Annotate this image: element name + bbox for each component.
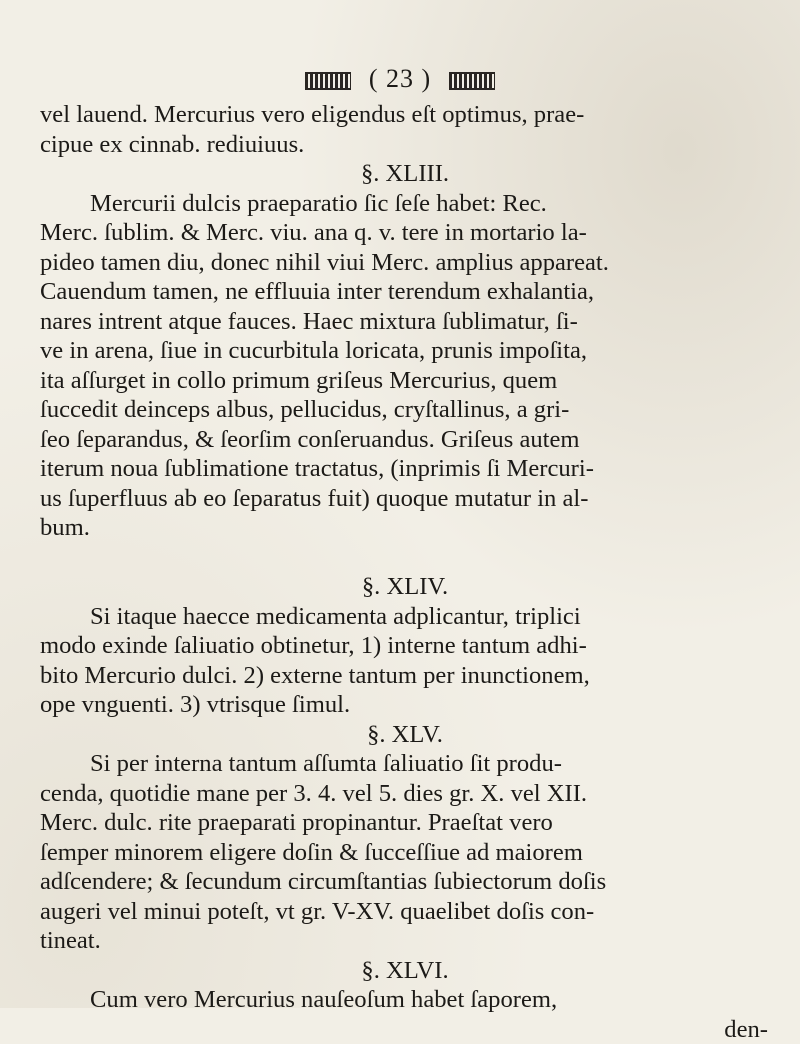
- text-line: [40, 543, 770, 573]
- catchword: den-: [40, 1015, 770, 1044]
- text-line: Si itaque haecce medicamenta adplicantur, triplici: [40, 602, 770, 632]
- text-line: Cauendum tamen, ne effluuia inter terendum exhalantia,: [40, 277, 770, 307]
- text-line: Merc. dulc. rite praeparati propinantur. Praeſtat vero: [40, 808, 770, 838]
- section-heading: §. XLVI.: [40, 956, 770, 986]
- text-line: cipue ex cinnab. rediuiuus.: [40, 130, 770, 160]
- text-line: pideo tamen diu, donec nihil viui Merc. amplius appareat.: [40, 248, 770, 278]
- text-line: bito Mercurio dulci. 2) externe tantum per inunctionem,: [40, 661, 770, 691]
- text-line: ope vnguenti. 3) vtrisque ſimul.: [40, 690, 770, 720]
- text-line: modo exinde ſaliuatio obtinetur, 1) interne tantum adhi-: [40, 631, 770, 661]
- page-number: ( 23 ): [369, 64, 431, 93]
- text-line: ve in arena, ſiue in cucurbitula loricata, prunis impoſita,: [40, 336, 770, 366]
- body-text: [40, 100, 770, 1044]
- text-line: us ſuperfluus ab eo ſeparatus fuit) quoque mutatur in al-: [40, 484, 770, 514]
- text-line: Si per interna tantum aſſumta ſaliuatio ſit produ-: [40, 749, 770, 779]
- text-line: iterum noua ſublimatione tractatus, (inprimis ſi Mercuri-: [40, 454, 770, 484]
- section-heading: §. XLIII.: [40, 159, 770, 189]
- text-line: cenda, quotidie mane per 3. 4. vel 5. dies gr. X. vel XII.: [40, 779, 770, 809]
- page-header: [0, 64, 800, 94]
- text-line: ſeo ſeparandus, & ſeorſim conſeruandus. Griſeus autem: [40, 425, 770, 455]
- ornament-right: [449, 72, 495, 90]
- text-line: adſcendere; & ſecundum circumſtantias ſubiectorum doſis: [40, 867, 770, 897]
- text-line: vel lauend. Mercurius vero eligendus eſt optimus, prae-: [40, 100, 770, 130]
- ornament-left: [305, 72, 351, 90]
- text-line: Cum vero Mercurius nauſeoſum habet ſaporem,: [40, 985, 770, 1015]
- text-line: nares intrent atque fauces. Haec mixtura ſublimatur, ſi-: [40, 307, 770, 337]
- text-line: ſuccedit deinceps albus, pellucidus, cryſtallinus, a gri-: [40, 395, 770, 425]
- text-line: ita aſſurget in collo primum griſeus Mercurius, quem: [40, 366, 770, 396]
- text-line: augeri vel minui poteſt, vt gr. V-XV. quaelibet doſis con-: [40, 897, 770, 927]
- text-line: bum.: [40, 513, 770, 543]
- text-line: Mercurii dulcis praeparatio ſic ſeſe habet: Rec.: [40, 189, 770, 219]
- section-heading: §. XLIV.: [40, 572, 770, 602]
- text-line: Merc. ſublim. & Merc. viu. ana q. v. tere in mortario la-: [40, 218, 770, 248]
- text-line: ſemper minorem eligere doſin & ſucceſſiue ad maiorem: [40, 838, 770, 868]
- section-heading: §. XLV.: [40, 720, 770, 750]
- text-line: tineat.: [40, 926, 770, 956]
